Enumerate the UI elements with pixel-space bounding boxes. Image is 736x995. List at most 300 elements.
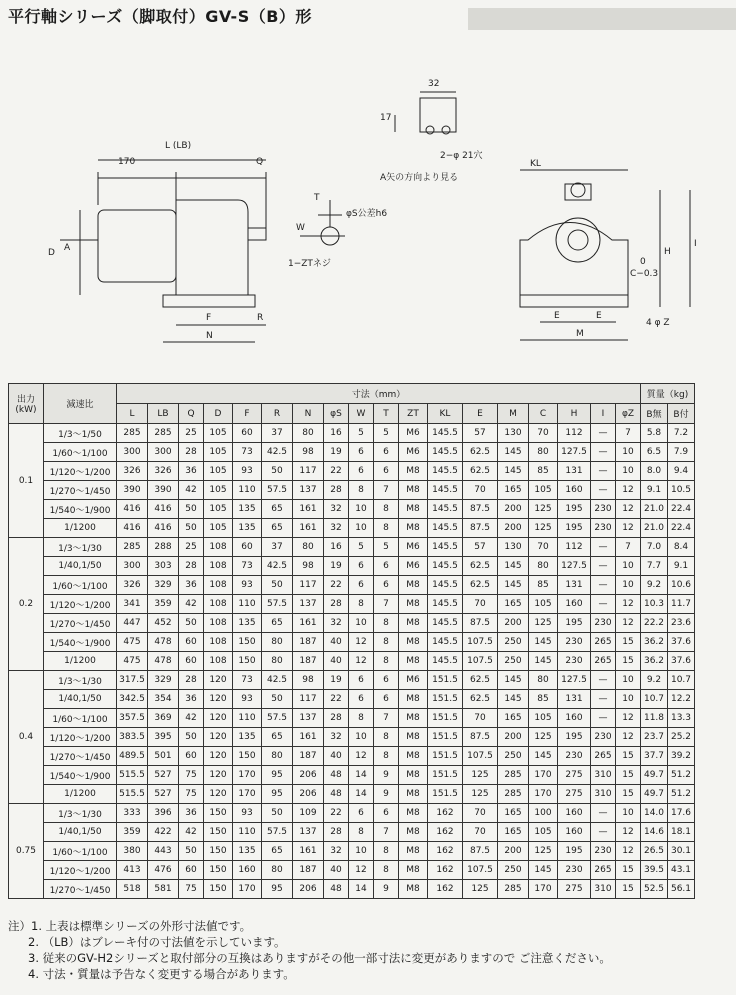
header-col-9: T (374, 404, 399, 424)
value-cell: 135 (233, 728, 262, 747)
value-cell: 8 (374, 633, 399, 652)
ratio-cell: 1/120〜1/200 (44, 728, 117, 747)
value-cell: 80 (262, 633, 293, 652)
value-cell: 383.5 (117, 728, 148, 747)
value-cell: 120 (204, 671, 233, 690)
value-cell: 7 (374, 481, 399, 500)
value-cell: 150 (233, 652, 262, 671)
value-cell: 501 (148, 747, 179, 766)
value-cell: 16 (324, 424, 349, 443)
value-cell: 93 (233, 462, 262, 481)
value-cell: 70 (463, 595, 498, 614)
value-cell: 416 (148, 519, 179, 538)
value-cell: 9 (374, 766, 399, 785)
value-cell: — (591, 443, 616, 462)
value-cell: 265 (591, 633, 616, 652)
value-cell: 452 (148, 614, 179, 633)
value-cell: — (591, 462, 616, 481)
value-cell: 48 (324, 785, 349, 804)
value-cell: 105 (529, 595, 558, 614)
value-cell: 326 (117, 462, 148, 481)
value-cell: 62.5 (463, 576, 498, 595)
header-col-13: M (498, 404, 529, 424)
value-cell: 230 (558, 652, 591, 671)
value-cell: 57 (463, 538, 498, 557)
value-cell: 80 (529, 671, 558, 690)
value-cell: 8 (349, 595, 374, 614)
value-cell: 12 (616, 614, 641, 633)
value-cell: 170 (529, 766, 558, 785)
value-cell: 165 (498, 823, 529, 842)
dim-c: C−0.3 (630, 269, 659, 279)
value-cell: 150 (233, 633, 262, 652)
value-cell: 56.1 (668, 880, 695, 899)
value-cell: 80 (293, 538, 324, 557)
value-cell: 161 (293, 500, 324, 519)
value-cell: 7 (616, 424, 641, 443)
value-cell: 23.6 (668, 614, 695, 633)
value-cell: 62.5 (463, 690, 498, 709)
header-mass: 質量（kg) (641, 384, 695, 404)
value-cell: 12 (349, 861, 374, 880)
value-cell: 10 (616, 804, 641, 823)
value-cell: 51.2 (668, 766, 695, 785)
value-cell: 105 (204, 481, 233, 500)
value-cell: 162 (428, 880, 463, 899)
value-cell: 57.5 (262, 823, 293, 842)
value-cell: 42.5 (262, 443, 293, 462)
table-row (9, 747, 695, 766)
header-col-3: D (204, 404, 233, 424)
value-cell: 50 (262, 462, 293, 481)
value-cell: 125 (463, 880, 498, 899)
value-cell: 73 (233, 557, 262, 576)
header-output: 出力 (kW) (9, 384, 44, 424)
value-cell: M6 (399, 424, 428, 443)
value-cell: 98 (293, 443, 324, 462)
value-cell: 161 (293, 614, 324, 633)
value-cell: 170 (529, 785, 558, 804)
value-cell: 62.5 (463, 557, 498, 576)
value-cell: 10 (616, 443, 641, 462)
header-col-15: H (558, 404, 591, 424)
table-row (9, 785, 695, 804)
header-col-7: φS (324, 404, 349, 424)
value-cell: 65 (262, 519, 293, 538)
value-cell: 447 (117, 614, 148, 633)
notes (8, 918, 611, 982)
value-cell: 14 (349, 785, 374, 804)
value-cell: 9.2 (641, 576, 668, 595)
value-cell: 70 (529, 424, 558, 443)
value-cell: 28 (324, 595, 349, 614)
value-cell: 310 (591, 785, 616, 804)
value-cell: 7.7 (641, 557, 668, 576)
value-cell: 145 (498, 576, 529, 595)
table-row (9, 614, 695, 633)
value-cell: 303 (148, 557, 179, 576)
value-cell: 19 (324, 557, 349, 576)
value-cell: 10 (616, 462, 641, 481)
value-cell: 127.5 (558, 443, 591, 462)
dim-h: H (664, 247, 671, 257)
value-cell: 10 (616, 690, 641, 709)
value-cell: 21.0 (641, 519, 668, 538)
value-cell: 160 (558, 595, 591, 614)
ratio-cell: 1/3〜1/30 (44, 671, 117, 690)
value-cell: 195 (558, 728, 591, 747)
value-cell: 145.5 (428, 576, 463, 595)
hole-label: 2−φ 21穴 (440, 151, 483, 161)
value-cell: 16 (324, 538, 349, 557)
value-cell: 160 (558, 709, 591, 728)
dimension-table (8, 383, 695, 899)
table-row (9, 633, 695, 652)
value-cell: 127.5 (558, 557, 591, 576)
value-cell: 15 (616, 766, 641, 785)
value-cell: 9 (374, 880, 399, 899)
header-mass-col-0: B無 (641, 404, 668, 424)
value-cell: 250 (498, 633, 529, 652)
value-cell: 22.4 (668, 500, 695, 519)
header-col-17: φZ (616, 404, 641, 424)
value-cell: 160 (558, 823, 591, 842)
table-row (9, 519, 695, 538)
ratio-cell: 1/40,1/50 (44, 690, 117, 709)
value-cell: M8 (399, 842, 428, 861)
value-cell: 137 (293, 709, 324, 728)
value-cell: 9.2 (641, 671, 668, 690)
value-cell: 145 (529, 747, 558, 766)
dimension-drawing (0, 40, 736, 380)
value-cell: 48 (324, 880, 349, 899)
value-cell: 62.5 (463, 671, 498, 690)
value-cell: 515.5 (117, 785, 148, 804)
ratio-cell: 1/60〜1/100 (44, 709, 117, 728)
value-cell: M8 (399, 481, 428, 500)
value-cell: 80 (262, 747, 293, 766)
value-cell: 165 (498, 595, 529, 614)
value-cell: 50 (262, 804, 293, 823)
value-cell: 28 (324, 823, 349, 842)
value-cell: 187 (293, 652, 324, 671)
value-cell: 6 (374, 690, 399, 709)
value-cell: 12 (616, 823, 641, 842)
value-cell: 12 (616, 500, 641, 519)
value-cell: 275 (558, 880, 591, 899)
value-cell: 354 (148, 690, 179, 709)
value-cell: 65 (262, 842, 293, 861)
value-cell: 131 (558, 462, 591, 481)
note-3: 3. 従来のGV-H2シリーズと取付部分の互換はありますがその他一部寸法に変更がありますので ご注意ください。 (28, 951, 611, 965)
value-cell: 326 (148, 462, 179, 481)
value-cell: 120 (204, 690, 233, 709)
value-cell: 145.5 (428, 557, 463, 576)
value-cell: 230 (591, 500, 616, 519)
value-cell: M8 (399, 500, 428, 519)
value-cell: 5 (349, 424, 374, 443)
value-cell: 73 (233, 443, 262, 462)
value-cell: 145 (529, 861, 558, 880)
value-cell: 230 (591, 842, 616, 861)
value-cell: 230 (591, 614, 616, 633)
value-cell: 65 (262, 614, 293, 633)
value-cell: 195 (558, 842, 591, 861)
value-cell: 43.1 (668, 861, 695, 880)
table-row (9, 823, 695, 842)
value-cell: 14.6 (641, 823, 668, 842)
value-cell: 151.5 (428, 690, 463, 709)
ratio-cell: 1/120〜1/200 (44, 861, 117, 880)
value-cell: M8 (399, 861, 428, 880)
value-cell: 12 (616, 709, 641, 728)
value-cell: 342.5 (117, 690, 148, 709)
value-cell: 230 (591, 728, 616, 747)
value-cell: 42.5 (262, 557, 293, 576)
value-cell: 145 (498, 462, 529, 481)
value-cell: 357.5 (117, 709, 148, 728)
table-row (9, 690, 695, 709)
value-cell: 145.5 (428, 462, 463, 481)
value-cell: 160 (233, 861, 262, 880)
value-cell: 39.5 (641, 861, 668, 880)
table-row (9, 842, 695, 861)
value-cell: 18.1 (668, 823, 695, 842)
header-band (468, 8, 736, 30)
value-cell: 369 (148, 709, 179, 728)
value-cell: 80 (262, 861, 293, 880)
value-cell: 162 (428, 823, 463, 842)
value-cell: 10.7 (641, 690, 668, 709)
value-cell: 6 (349, 443, 374, 462)
ratio-cell: 1/3〜1/50 (44, 424, 117, 443)
value-cell: 108 (204, 595, 233, 614)
value-cell: 7.9 (668, 443, 695, 462)
value-cell: 12 (616, 842, 641, 861)
value-cell: 10 (349, 842, 374, 861)
value-cell: M6 (399, 671, 428, 690)
value-cell: 93 (233, 690, 262, 709)
value-cell: 8.0 (641, 462, 668, 481)
value-cell: M8 (399, 766, 428, 785)
value-cell: 187 (293, 633, 324, 652)
value-cell: 151.5 (428, 785, 463, 804)
value-cell: 443 (148, 842, 179, 861)
ratio-cell: 1/1200 (44, 652, 117, 671)
screw-label: 1−ZTネジ (288, 259, 331, 269)
value-cell: 333 (117, 804, 148, 823)
value-cell: 200 (498, 728, 529, 747)
value-cell: 5 (374, 424, 399, 443)
value-cell: 36 (179, 804, 204, 823)
value-cell: 11.8 (641, 709, 668, 728)
value-cell: 137 (293, 595, 324, 614)
value-cell: 120 (204, 785, 233, 804)
value-cell: 87.5 (463, 842, 498, 861)
value-cell: 9.1 (641, 481, 668, 500)
value-cell: 62.5 (463, 443, 498, 462)
value-cell: 120 (204, 709, 233, 728)
value-cell: 37 (262, 424, 293, 443)
value-cell: 288 (148, 538, 179, 557)
dim-e-right: E (596, 311, 602, 321)
value-cell: 265 (591, 747, 616, 766)
value-cell: 475 (117, 633, 148, 652)
value-cell: 478 (148, 633, 179, 652)
value-cell: 93 (233, 576, 262, 595)
value-cell: 145.5 (428, 519, 463, 538)
value-cell: 15 (616, 747, 641, 766)
value-cell: 416 (117, 519, 148, 538)
dim-w: W (296, 223, 305, 233)
table-row (9, 671, 695, 690)
value-cell: 10 (349, 614, 374, 633)
value-cell: 165 (498, 709, 529, 728)
value-cell: 98 (293, 557, 324, 576)
value-cell: 22.4 (668, 519, 695, 538)
value-cell: — (591, 538, 616, 557)
output-cell: 0.2 (9, 538, 44, 671)
value-cell: 12 (349, 747, 374, 766)
value-cell: 395 (148, 728, 179, 747)
note-4: 4. 寸法・質量は予告なく変更する場合があります。 (28, 967, 295, 981)
ratio-cell: 1/270〜1/450 (44, 614, 117, 633)
value-cell: 60 (179, 633, 204, 652)
value-cell: 75 (179, 766, 204, 785)
value-cell: 165 (498, 804, 529, 823)
value-cell: 125 (529, 728, 558, 747)
value-cell: M8 (399, 690, 428, 709)
value-cell: 162 (428, 804, 463, 823)
value-cell: 6 (349, 804, 374, 823)
value-cell: 39.2 (668, 747, 695, 766)
value-cell: 151.5 (428, 671, 463, 690)
page-title: 平行軸シリーズ（脚取付）GV-S（B）形 (8, 7, 312, 26)
value-cell: M8 (399, 595, 428, 614)
value-cell: 120 (204, 747, 233, 766)
value-cell: 108 (204, 557, 233, 576)
ratio-cell: 1/1200 (44, 785, 117, 804)
value-cell: 416 (117, 500, 148, 519)
value-cell: 150 (204, 842, 233, 861)
value-cell: 50 (179, 614, 204, 633)
value-cell: 36 (179, 576, 204, 595)
value-cell: 7.0 (641, 538, 668, 557)
value-cell: 15 (616, 652, 641, 671)
value-cell: M8 (399, 880, 428, 899)
value-cell: 317.5 (117, 671, 148, 690)
ratio-cell: 1/40,1/50 (44, 823, 117, 842)
ratio-cell: 1/1200 (44, 519, 117, 538)
value-cell: 117 (293, 576, 324, 595)
value-cell: 390 (117, 481, 148, 500)
value-cell: 36.2 (641, 652, 668, 671)
value-cell: 12 (349, 652, 374, 671)
value-cell: 160 (558, 481, 591, 500)
value-cell: 130 (498, 538, 529, 557)
value-cell: M8 (399, 747, 428, 766)
note-1: 注）1. 上表は標準シリーズの外形寸法値です。 (8, 919, 252, 933)
value-cell: 359 (148, 595, 179, 614)
value-cell: 9.4 (668, 462, 695, 481)
value-cell: 57 (463, 424, 498, 443)
ratio-cell: 1/270〜1/450 (44, 880, 117, 899)
value-cell: 187 (293, 861, 324, 880)
ratio-cell: 1/270〜1/450 (44, 481, 117, 500)
value-cell: 93 (233, 804, 262, 823)
value-cell: 108 (204, 576, 233, 595)
value-cell: 145.5 (428, 500, 463, 519)
dim-c-tol: 0 (640, 257, 646, 267)
value-cell: M8 (399, 652, 428, 671)
value-cell: 285 (117, 424, 148, 443)
dim-i: I (694, 239, 697, 249)
value-cell: 87.5 (463, 519, 498, 538)
value-cell: 206 (293, 766, 324, 785)
value-cell: 95 (262, 880, 293, 899)
dim-n: N (206, 331, 213, 341)
value-cell: 10 (616, 576, 641, 595)
value-cell: 137 (293, 481, 324, 500)
front-view-body (520, 223, 628, 296)
value-cell: — (591, 804, 616, 823)
table-row (9, 576, 695, 595)
value-cell: 8 (374, 728, 399, 747)
value-cell: 105 (204, 519, 233, 538)
table-row (9, 595, 695, 614)
value-cell: 107.5 (463, 652, 498, 671)
value-cell: 396 (148, 804, 179, 823)
value-cell: 145 (498, 671, 529, 690)
value-cell: 70 (463, 823, 498, 842)
value-cell: 275 (558, 766, 591, 785)
value-cell: — (591, 557, 616, 576)
value-cell: 51.2 (668, 785, 695, 804)
value-cell: 162 (428, 842, 463, 861)
value-cell: 145.5 (428, 652, 463, 671)
value-cell: 250 (498, 652, 529, 671)
value-cell: 170 (233, 880, 262, 899)
value-cell: 329 (148, 576, 179, 595)
value-cell: 32 (324, 500, 349, 519)
value-cell: 22.2 (641, 614, 668, 633)
value-cell: 581 (148, 880, 179, 899)
value-cell: 112 (558, 424, 591, 443)
value-cell: 6 (374, 804, 399, 823)
value-cell: 112 (558, 538, 591, 557)
value-cell: 145 (498, 690, 529, 709)
value-cell: 380 (117, 842, 148, 861)
ratio-cell: 1/40,1/50 (44, 557, 117, 576)
value-cell: 8 (349, 823, 374, 842)
value-cell: 6 (349, 690, 374, 709)
value-cell: 60 (233, 424, 262, 443)
value-cell: 6.5 (641, 443, 668, 462)
value-cell: 105 (204, 443, 233, 462)
value-cell: 6 (374, 462, 399, 481)
value-cell: 110 (233, 595, 262, 614)
value-cell: 275 (558, 785, 591, 804)
table-row (9, 481, 695, 500)
value-cell: 105 (204, 424, 233, 443)
header-col-6: N (293, 404, 324, 424)
dim-m: M (576, 329, 584, 339)
value-cell: 230 (558, 747, 591, 766)
value-cell: 23.7 (641, 728, 668, 747)
value-cell: 105 (529, 709, 558, 728)
ratio-cell: 1/540〜1/900 (44, 500, 117, 519)
value-cell: 135 (233, 842, 262, 861)
